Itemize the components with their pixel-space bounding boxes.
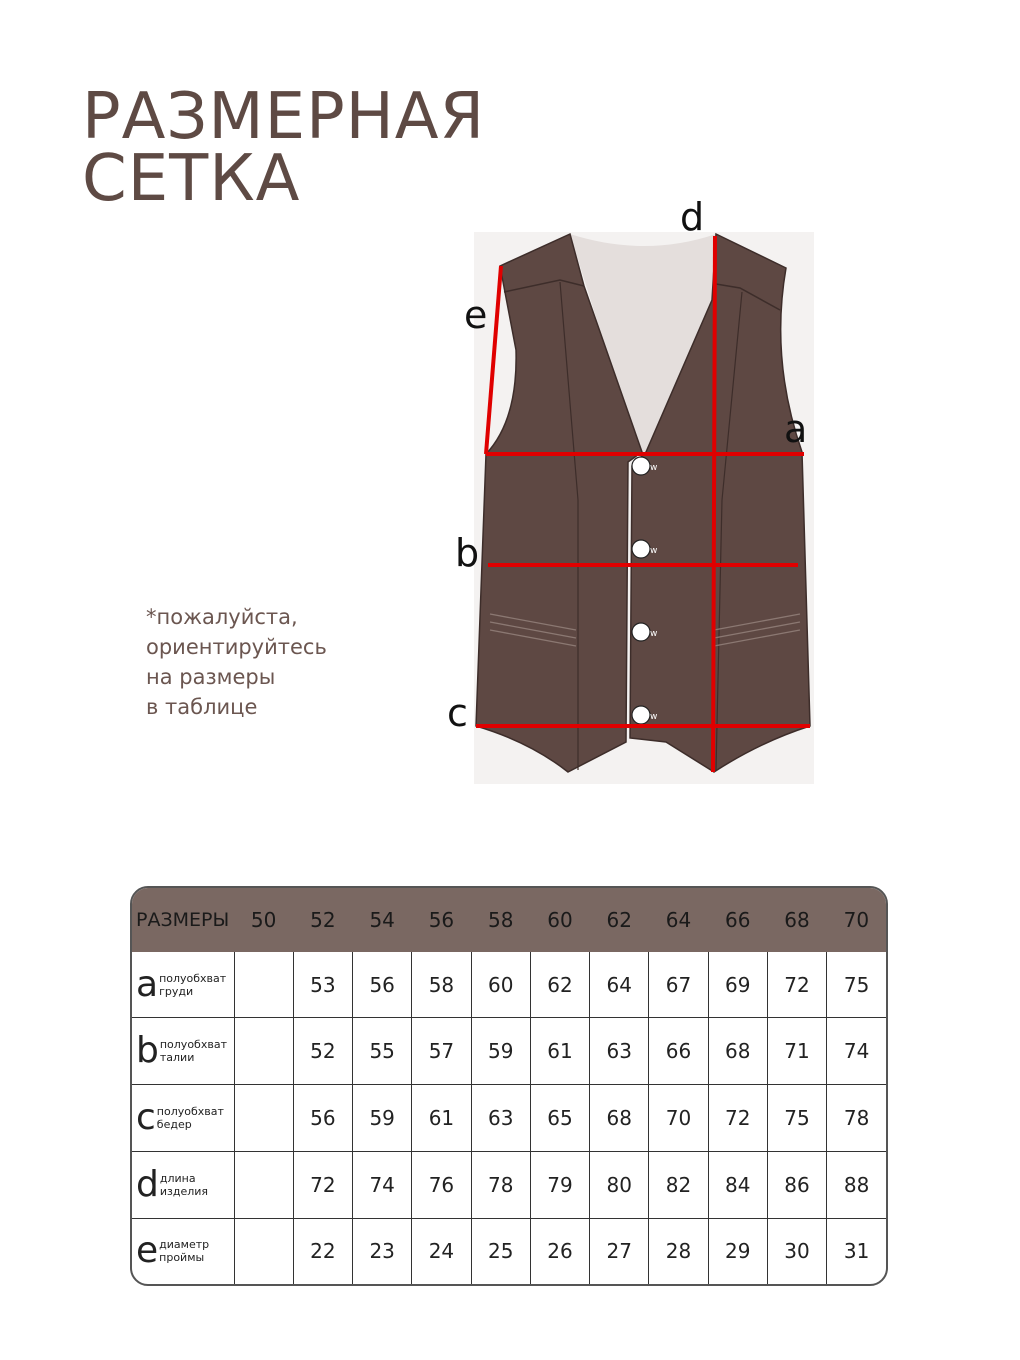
table-cell: 69	[708, 952, 767, 1018]
size-note	[146, 602, 327, 722]
title-line-1: РАЗМЕРНАЯ	[82, 80, 486, 154]
size-header-cell: 56	[428, 908, 455, 932]
row-description	[159, 972, 226, 998]
table-cell: 26	[530, 1218, 589, 1284]
row-letter: a	[136, 963, 159, 1005]
row-letter: d	[136, 1163, 159, 1205]
row-label	[132, 1085, 234, 1152]
page-title	[82, 80, 486, 216]
table-cell: 78	[827, 1085, 886, 1152]
row-letter: b	[136, 1030, 159, 1072]
svg-text:w: w	[650, 546, 658, 556]
row-desc-line-1: длина	[159, 1171, 196, 1185]
table-cell: 55	[353, 1018, 412, 1085]
measurement-row-c	[132, 1085, 886, 1152]
table-cell	[234, 1151, 293, 1218]
label-b: b	[455, 531, 480, 575]
table-cell: 75	[827, 952, 886, 1018]
label-d: d	[680, 195, 705, 239]
table-cell: 78	[471, 1151, 530, 1218]
table-cell: 59	[471, 1018, 530, 1085]
note-line-2: ориентируйтесь	[146, 635, 327, 659]
table-cell: 84	[708, 1151, 767, 1218]
row-description	[157, 1105, 224, 1131]
table-cell	[234, 1085, 293, 1152]
label-e: e	[464, 293, 488, 337]
table-cell: 31	[843, 1239, 870, 1264]
row-description	[160, 1172, 208, 1198]
note-line-4: в таблице	[146, 695, 258, 719]
vest-button-3	[632, 623, 650, 641]
table-cell	[234, 1218, 293, 1284]
table-cell: 61	[530, 1018, 589, 1085]
table-cell: 65	[530, 1085, 589, 1152]
size-header-cell: 70	[843, 908, 870, 932]
row-label	[132, 952, 234, 1018]
row-label	[132, 1151, 234, 1218]
table-cell: 23	[353, 1218, 412, 1284]
table-cell: 64	[590, 952, 649, 1018]
sizes-header-label: РАЗМЕРЫ	[136, 909, 230, 931]
row-desc-line-2: талии	[159, 1051, 195, 1065]
measure-line-d	[713, 236, 715, 772]
row-desc-line-1: полуобхват	[156, 1104, 224, 1118]
table-cell: 27	[590, 1218, 649, 1284]
table-cell: 72	[708, 1085, 767, 1152]
table-cell: 72	[293, 1151, 352, 1218]
row-desc-line-2: изделия	[159, 1184, 209, 1198]
row-label	[132, 1218, 234, 1284]
table-cell: 67	[649, 952, 708, 1018]
table-cell: 76	[412, 1151, 471, 1218]
table-cell: 72	[767, 952, 826, 1018]
table-cell: 66	[649, 1018, 708, 1085]
table-cell	[234, 952, 293, 1018]
svg-text:w: w	[650, 463, 658, 473]
row-letter: e	[136, 1230, 159, 1272]
size-header-row	[132, 888, 886, 952]
table-cell: 61	[412, 1085, 471, 1152]
size-header-cell: 68	[784, 908, 810, 932]
measurement-row-b	[132, 1018, 886, 1085]
measurement-row-e	[132, 1218, 886, 1284]
row-desc-line-2: груди	[159, 984, 194, 998]
table-cell: 70	[649, 1085, 708, 1152]
title-line-2: СЕТКА	[82, 142, 301, 216]
table-cell: 25	[471, 1218, 530, 1284]
size-header-cell: 66	[725, 908, 751, 932]
table-cell: 82	[649, 1151, 708, 1218]
table-cell: 79	[530, 1151, 589, 1218]
table-cell: 57	[412, 1018, 471, 1085]
table-cell: 68	[708, 1018, 767, 1085]
measurement-row-a	[132, 952, 886, 1018]
label-c: c	[447, 691, 468, 735]
table-cell: 68	[590, 1085, 649, 1152]
size-header-cell: 62	[606, 908, 632, 932]
note-line-1: *пожалуйста,	[146, 605, 298, 629]
size-header-cell: 58	[487, 908, 514, 932]
table-cell: 80	[590, 1151, 649, 1218]
row-desc-line-1: полуобхват	[159, 971, 227, 985]
table-cell: 52	[293, 1018, 352, 1085]
table-cell: 74	[353, 1151, 412, 1218]
vest-button-4	[632, 706, 650, 724]
table-cell: 56	[353, 952, 412, 1018]
row-description	[159, 1238, 209, 1264]
size-header-cell: 64	[665, 908, 692, 932]
row-letter: c	[136, 1096, 156, 1138]
vest-button-2	[632, 540, 650, 558]
table-cell: 86	[767, 1151, 826, 1218]
table-cell: 62	[530, 952, 589, 1018]
table-cell: 63	[590, 1018, 649, 1085]
table-cell: 58	[412, 952, 471, 1018]
row-label	[132, 1018, 234, 1085]
table-cell: 75	[767, 1085, 826, 1152]
size-header-cell: 50	[250, 908, 277, 932]
size-table	[130, 886, 888, 1286]
table-cell: 88	[827, 1151, 886, 1218]
table-cell: 28	[649, 1218, 708, 1284]
table-cell: 60	[471, 952, 530, 1018]
table-cell: 53	[293, 952, 352, 1018]
row-desc-line-1: полуобхват	[159, 1038, 227, 1052]
table-cell: 71	[767, 1018, 826, 1085]
vest-button-1	[632, 457, 650, 475]
table-cell: 22	[293, 1218, 352, 1284]
size-header-cell: 60	[547, 908, 573, 932]
table-cell	[234, 1018, 293, 1085]
row-desc-line-1: диаметр	[159, 1238, 210, 1252]
measurement-row-d	[132, 1151, 886, 1218]
label-a: a	[784, 407, 808, 451]
row-desc-line-2: проймы	[159, 1251, 205, 1265]
table-cell: 30	[767, 1218, 826, 1284]
table-cell: 59	[353, 1085, 412, 1152]
row-desc-line-2: бедер	[156, 1117, 192, 1131]
table-cell: 24	[412, 1218, 471, 1284]
size-table-grid	[132, 888, 886, 1284]
table-cell: 56	[293, 1085, 352, 1152]
table-cell: 74	[827, 1018, 886, 1085]
table-cell: 29	[708, 1218, 767, 1284]
row-description	[160, 1038, 227, 1064]
vest-diagram	[440, 190, 820, 790]
svg-text:w: w	[650, 712, 658, 722]
svg-text:w: w	[650, 629, 658, 639]
table-cell: 63	[471, 1085, 530, 1152]
note-line-3: на размеры	[146, 665, 276, 689]
size-header-cell: 54	[369, 908, 395, 932]
size-header-cell: 52	[310, 908, 336, 932]
